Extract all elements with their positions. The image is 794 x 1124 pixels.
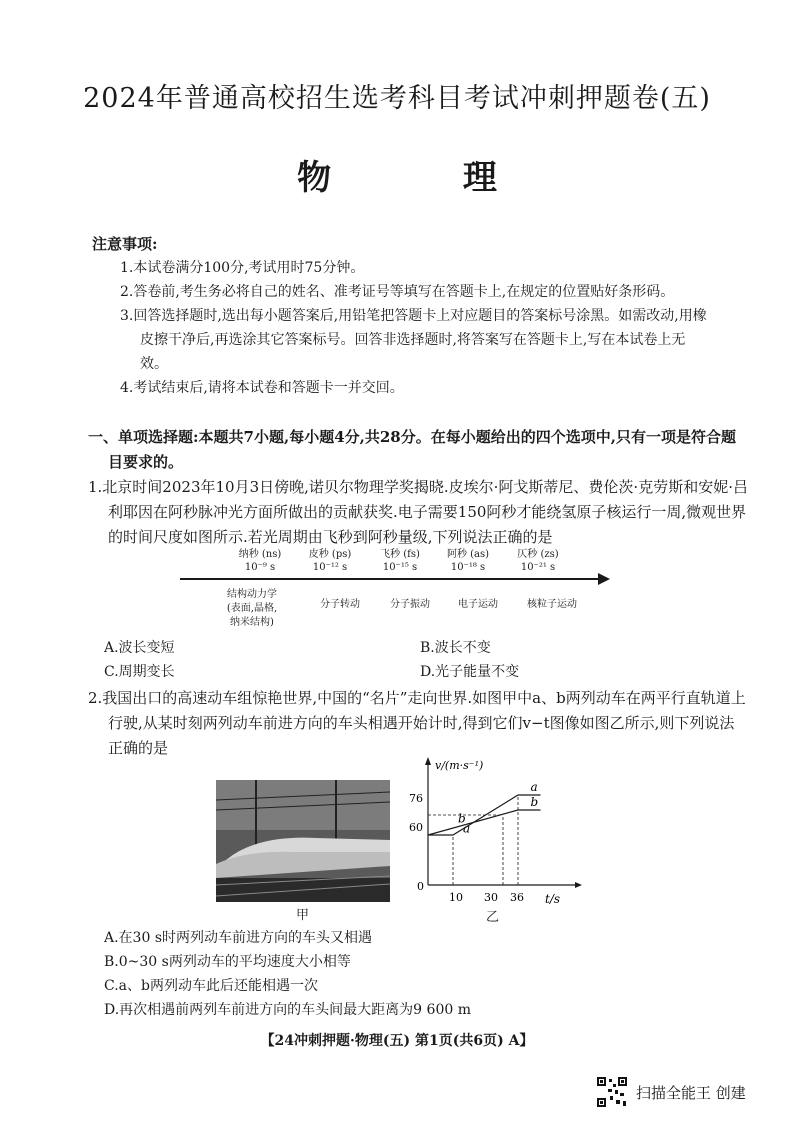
question-1-stem: 1.北京时间2023年10月3日傍晚,诺贝尔物理学奖揭晓.皮埃尔·阿戈斯蒂尼、费伦茨·克劳斯和安妮·吕利耶因在阿秒脉冲光方面所做出的贡献获奖.电子需要150阿秒才能绕氢原子核运行一周,微观世界的时间尺度如图所示.若光周期由飞秒到阿秒量级,下列说法正确的是 bbox=[88, 478, 748, 546]
vt-graph bbox=[405, 755, 590, 915]
q1-option-b: B.波长不变 bbox=[420, 640, 491, 656]
subject-title: 物 理 bbox=[297, 158, 557, 198]
x-tick-label: 10 bbox=[449, 891, 463, 904]
series-line-b bbox=[428, 810, 541, 835]
qr-code-icon bbox=[596, 1076, 628, 1108]
q2-option-b: B.0~30 s两列动车的平均速度大小相等 bbox=[104, 954, 351, 970]
q2-option-d: D.再次相遇前两列车前进方向的车头间最大距离为9 600 m bbox=[104, 1002, 471, 1018]
series-inline-label-a: a bbox=[463, 821, 471, 836]
train-photo bbox=[216, 780, 390, 902]
scale-bottom-label: 分子振动 bbox=[390, 599, 430, 610]
scale-top-label: 仄秒 (zs) 10⁻²¹ s bbox=[517, 549, 559, 573]
guide-lines bbox=[428, 795, 518, 885]
notice-item: 3.回答选择题时,选出每小题答案后,用铅笔把答题卡上对应题目的答案标号涂黑。如需改动,用橡皮擦干净后,再选涂其它答案标号。回答非选择题时,将答案写在答题卡上,写在本试卷上无效。 bbox=[120, 308, 707, 372]
notice-item: 1.本试卷满分100分,考试用时75分钟。 bbox=[120, 260, 365, 276]
y-tick-label: 76 bbox=[409, 792, 423, 805]
y-axis-label: v/(m·s⁻¹) bbox=[435, 759, 484, 772]
scale-top-label: 阿秒 (as) 10⁻¹⁸ s bbox=[446, 549, 490, 573]
series-inline-label-b: b bbox=[458, 811, 466, 826]
page-footer: 【24冲刺押题·物理(五) 第1页(共6页) A】 bbox=[260, 1033, 534, 1049]
question-2-stem: 2.我国出口的高速动车组惊艳世界,中国的“名片”走向世界.如图甲中a、b两列动车在两平行直轨道上行驶,从某时刻两列动车前进方向的车头相遇开始计时,得到它们v−t图像如图乙所示,则下列说法正确的是 bbox=[88, 689, 746, 757]
notice-item: 4.考试结束后,请将本试卷和答题卡一并交回。 bbox=[120, 380, 404, 396]
x-tick-label: 30 bbox=[484, 891, 498, 904]
series-label-a: a bbox=[530, 780, 538, 794]
figure-b-caption: 乙 bbox=[486, 910, 500, 925]
q1-option-c: C.周期变长 bbox=[104, 664, 175, 680]
q2-option-a: A.在30 s时两列动车前进方向的车头又相遇 bbox=[104, 930, 373, 946]
scale-bottom-label: 结构动力学(表面,晶格,纳米结构) bbox=[226, 589, 278, 628]
scale-bottom-label: 核粒子运动 bbox=[527, 599, 577, 610]
section-heading: 一、单项选择题:本题共7小题,每小题4分,共28分。在每小题给出的四个选项中,只有一项是符合题目要求的。 bbox=[88, 428, 736, 471]
scale-bottom-label: 分子转动 bbox=[320, 599, 360, 610]
series-label-b: b bbox=[530, 795, 539, 809]
scale-top-label: 纳秒 (ns) 10⁻⁹ s bbox=[238, 549, 282, 573]
x-axis-label: t/s bbox=[545, 892, 561, 906]
notice-heading: 注意事项: bbox=[92, 235, 158, 253]
figure-a-caption: 甲 bbox=[296, 908, 310, 923]
time-scale-figure bbox=[226, 548, 610, 638]
scale-top-label: 飞秒 (fs) 10⁻¹⁵ s bbox=[380, 549, 420, 573]
scanner-watermark: 扫描全能王 创建 bbox=[636, 1084, 746, 1102]
q1-option-a: A.波长变短 bbox=[104, 640, 175, 656]
notice-list bbox=[120, 256, 710, 400]
q1-option-d: D.光子能量不变 bbox=[420, 664, 520, 680]
exam-title: 2024年普通高校招生选考科目考试冲刺押题卷(五) bbox=[83, 83, 711, 114]
y-tick-label: 60 bbox=[409, 821, 423, 834]
x-tick-label: 36 bbox=[510, 891, 524, 904]
x-tick-label: 0 bbox=[417, 880, 424, 893]
scale-top-label: 皮秒 (ps) 10⁻¹² s bbox=[308, 549, 352, 573]
time-axis-arrow bbox=[180, 572, 610, 586]
scale-bottom-label: 电子运动 bbox=[458, 599, 498, 610]
notice-item: 2.答卷前,考生务必将自己的姓名、准考证号等填写在答题卡上,在规定的位置贴好条形码。 bbox=[120, 284, 675, 300]
series-group bbox=[428, 780, 541, 836]
q2-option-c: C.a、b两列动车此后还能相遇一次 bbox=[104, 978, 318, 994]
